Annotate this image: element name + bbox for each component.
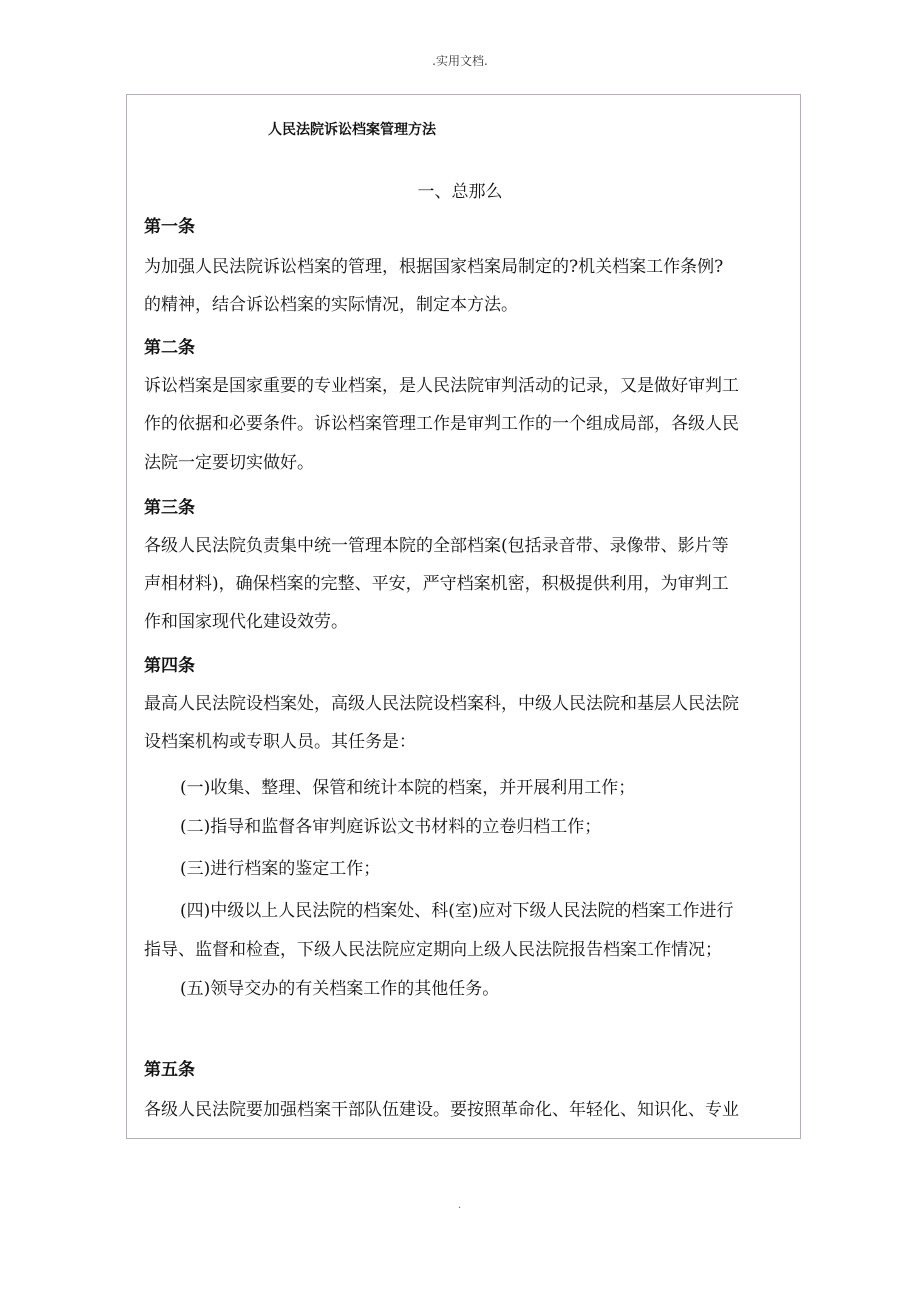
list-item: (一)收集、整理、保管和统计本院的档案，并开展利用工作； (180, 778, 636, 798)
paragraph-line: 最高人民法院设档案处，高级人民法院设档案科，中级人民法院和基层人民法院 (144, 694, 739, 714)
list-item: (二)指导和监督各审判庭诉讼文书材料的立卷归档工作； (180, 817, 602, 837)
article-heading: 第二条 (144, 338, 195, 358)
paragraph-line: 作的依据和必要条件。诉讼档案管理工作是审判工作的一个组成局部，各级人民 (144, 414, 739, 434)
paragraph-line: 各级人民法院要加强档案干部队伍建设。要按照革命化、年轻化、知识化、专业 (144, 1100, 739, 1120)
paragraph-line: 诉讼档案是国家重要的专业档案，是人民法院审判活动的记录，又是做好审判工 (144, 376, 739, 396)
paragraph-line: 作和国家现代化建设效劳。 (144, 612, 348, 632)
paragraph-line: 为加强人民法院诉讼档案的管理，根据国家档案局制定的?机关档案工作条例? (144, 257, 724, 277)
page-header: .实用文档. (432, 54, 488, 68)
paragraph-line: 的精神，结合诉讼档案的实际情况，制定本方法。 (144, 295, 518, 315)
paragraph-line: 各级人民法院负责集中统一管理本院的全部档案(包括录音带、录像带、影片等 (144, 536, 729, 556)
page-footer: . (458, 1200, 462, 1211)
section-heading: 一、总那么 (417, 182, 503, 202)
list-item: (五)领导交办的有关档案工作的其他任务。 (180, 979, 500, 999)
article-heading: 第一条 (144, 217, 195, 237)
list-item: 指导、监督和检查，下级人民法院应定期向上级人民法院报告档案工作情况； (144, 940, 722, 960)
paragraph-line: 法院一定要切实做好。 (144, 453, 314, 473)
document-title: 人民法院诉讼档案管理方法 (268, 122, 436, 138)
article-heading: 第五条 (144, 1060, 195, 1080)
article-heading: 第三条 (144, 498, 195, 518)
list-item: (四)中级以上人民法院的档案处、科(室)应对下级人民法院的档案工作进行 (180, 901, 734, 921)
list-item: (三)进行档案的鉴定工作； (180, 859, 381, 879)
paragraph-line: 设档案机构或专职人员。其任务是： (144, 732, 416, 752)
paragraph-line: 声相材料)，确保档案的完整、平安，严守档案机密，积极提供利用，为审判工 (144, 574, 729, 594)
article-heading: 第四条 (144, 656, 195, 676)
